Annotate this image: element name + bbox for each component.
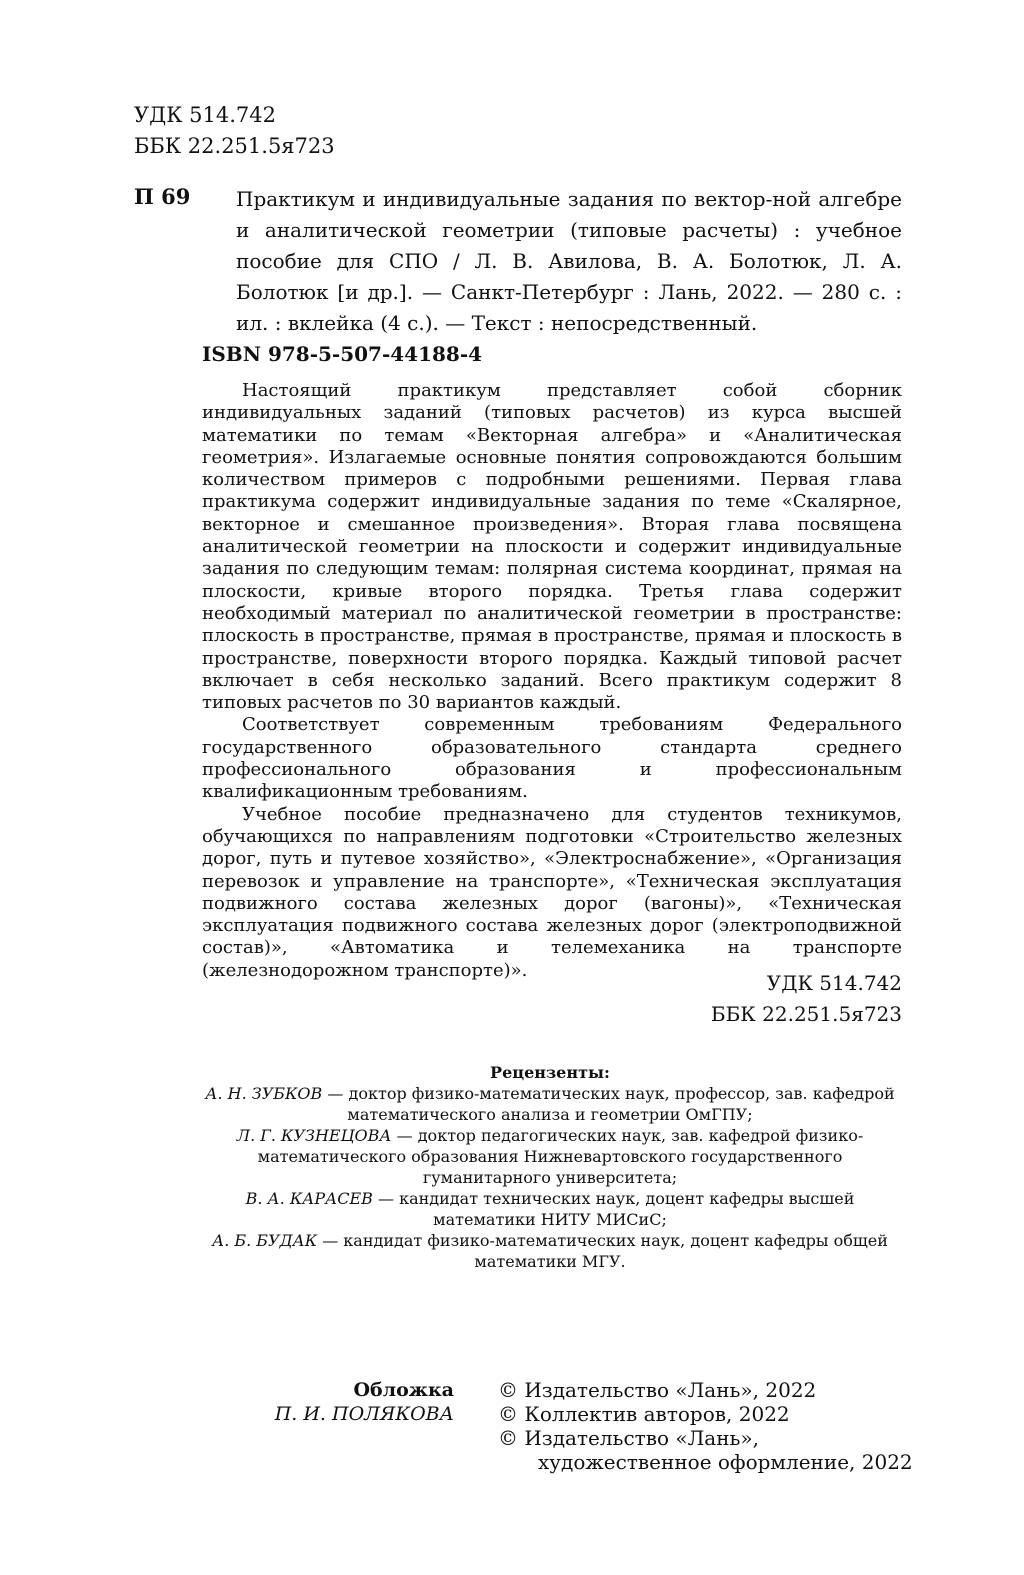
bibliographic-record: Практикум и индивидуальные задания по вектор-ной алгебре и аналитической геометрии (типовые расчеты) : учебное пособие для СПО / Л. В. Авилова, В. А. Болотюк, Л. А. Болотюк [и др.]. — Санкт-Петербург : Лань, 2022. — 280 с. : ил. : вклейка (4 с.). — Текст : непосредственный. xyxy=(236,187,902,335)
reviewers xyxy=(202,1062,898,1272)
udk-code: УДК 514.742 xyxy=(134,103,277,127)
copyright-block xyxy=(498,1378,913,1474)
classification-bottom xyxy=(711,968,902,1030)
reviewer-name: А. Б. БУДАК xyxy=(212,1231,318,1250)
isbn: ISBN 978-5-507-44188-4 xyxy=(202,342,483,366)
author-code: П 69 xyxy=(134,184,191,209)
reviewers-heading: Рецензенты: xyxy=(490,1063,610,1082)
copyright-line: художественное оформление, 2022 xyxy=(538,1450,913,1474)
reviewer-description: — доктор педагогических наук, зав. кафедрой физико-математического образования Нижневартовского государственного гуманитарного университета; xyxy=(257,1126,864,1187)
copyright-line: © Коллектив авторов, 2022 xyxy=(498,1402,790,1426)
reviewer-description: — кандидат технических наук, доцент кафедры высшей математики НИТУ МИСиС; xyxy=(372,1189,855,1229)
reviewer-entry xyxy=(202,1188,898,1230)
annotation-paragraph: Соответствует современным требованиям Федерального государственного образовательного стандарта среднего профессионального образования и профессиональным квалификационным требованиям. xyxy=(202,714,902,803)
copyright-line: © Издательство «Лань», xyxy=(498,1426,760,1450)
reviewer-name: А. Н. ЗУБКОВ xyxy=(205,1084,323,1103)
copyright-line: © Издательство «Лань», 2022 xyxy=(498,1378,817,1402)
reviewer-name: В. А. КАРАСЕВ xyxy=(245,1189,373,1208)
bbk-code: ББК 22.251.5я723 xyxy=(134,134,335,158)
cover-label: Обложка xyxy=(353,1379,454,1401)
cover-artist: П. И. ПОЛЯКОВА xyxy=(274,1403,454,1425)
reviewer-description: — доктор физико-математических наук, профессор, зав. кафедрой математического анализа и геометрии ОмГПУ; xyxy=(322,1084,895,1124)
bbk-code-bottom: ББК 22.251.5я723 xyxy=(710,1002,902,1026)
reviewer-entry xyxy=(202,1125,898,1188)
reviewer-description: — кандидат физико-математических наук, доцент кафедры общей математики МГУ. xyxy=(317,1231,888,1271)
classification-top xyxy=(134,100,335,162)
cover-credit xyxy=(275,1378,454,1426)
reviewer-name: Л. Г. КУЗНЕЦОВА xyxy=(236,1126,392,1145)
reviewer-entry xyxy=(202,1083,898,1125)
annotation xyxy=(202,380,902,982)
annotation-paragraph: Настоящий практикум представляет собой сборник индивидуальных заданий (типовых расчетов) из курса высшей математики по темам «Векторная алгебра» и «Аналитическая геометрия». Излагаемые основные понятия сопровождаются большим количеством примеров с подробными решениями. Первая глава практикума содержит индивидуальные задания по теме «Скалярное, векторное и смешанное произведения». Вторая глава посвящена аналитической геометрии на плоскости и содержит индивидуальные задания по следующим темам: полярная система координат, прямая на плоскости, кривые второго порядка. Третья глава содержит необходимый материал по аналитической геометрии в пространстве: плоскость в пространстве, прямая в пространстве, прямая и плоскость в пространстве, поверхности второго порядка. Каждый типовой расчет включает в себя несколько заданий. Всего практикум содержит 8 типовых расчетов по 30 вариантов каждый. xyxy=(202,380,902,714)
annotation-paragraph: Учебное пособие предназначено для студентов техникумов, обучающихся по направлениям подготовки «Строительство железных дорог, путь и путевое хозяйство», «Электроснабжение», «Организация перевозок и управление на транспорте», «Техническая эксплуатация подвижного состава железных дорог (вагоны)», «Техническая эксплуатация подвижного состава железных дорог (электроподвижной состав)», «Автоматика и телемеханика на транспорте (железнодорожном транспорте)». xyxy=(202,803,902,981)
reviewer-entry xyxy=(202,1230,898,1272)
udk-code-bottom: УДК 514.742 xyxy=(766,971,902,995)
